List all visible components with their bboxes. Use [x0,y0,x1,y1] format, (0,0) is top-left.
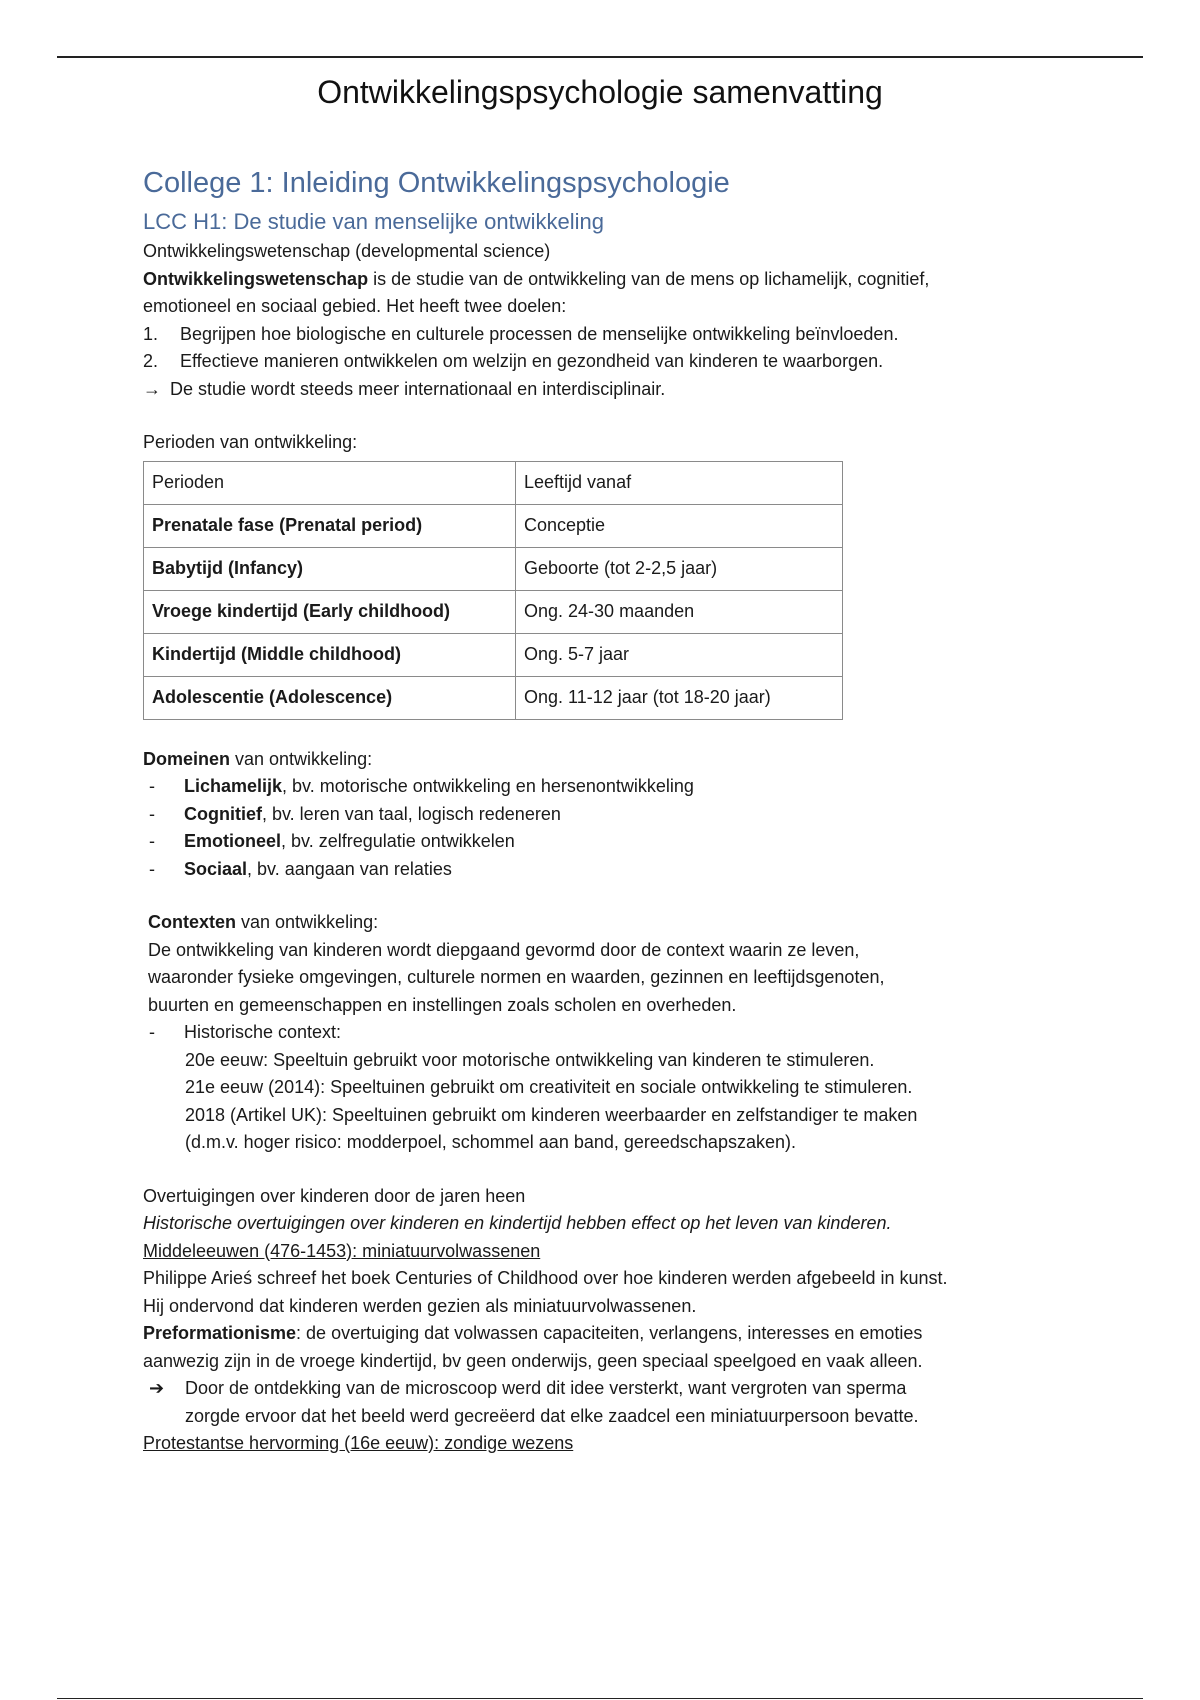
list-item [143,321,1083,349]
domains-list [143,773,1083,883]
table-cell: Adolescentie (Adolescence) [144,676,516,719]
table-cell: Ong. 5-7 jaar [516,633,843,676]
top-rule [57,56,1143,58]
historic-line: 21e eeuw (2014): Speeltuinen gebruikt om creativiteit en sociale ontwikkeling te stimuleren. [185,1077,913,1097]
table-cell: Conceptie [516,504,843,547]
historic-line: 20e eeuw: Speeltuin gebruikt voor motorische ontwikkeling van kinderen te stimuleren. [185,1049,875,1070]
list-item: - Emotioneel, bv. zelfregulatie ontwikkelen [149,831,515,851]
preformationism-definition: Preformationisme: de overtuiging dat volwassen capaciteiten, verlangens, interesses en emoties [143,1323,923,1343]
list-number: 1. [143,323,159,344]
list-item: - Sociaal, bv. aangaan van relaties [149,858,452,879]
beliefs-title: Overtuigingen over kinderen door de jaren heen [143,1185,526,1206]
table-row [144,547,843,590]
historic-line: 2018 (Artikel UK): Speeltuinen gebruikt om kinderen weerbaarder en zelfstandiger te maken [185,1104,918,1125]
science-term: Ontwikkelingswetenschap [143,268,369,289]
table-cell: Prenatale fase (Prenatal period) [144,504,516,547]
periods-label: Perioden van ontwikkeling: [143,432,358,452]
table-row [144,633,843,676]
microscope-text: Door de ontdekking van de microscoop werd dit idee versterkt, want vergroten van sperma [185,1378,907,1398]
document-body [143,165,1083,1458]
list-item: - Historische context: [149,1022,342,1042]
table-cell: Babytijd (Infancy) [144,547,516,590]
historic-line: (d.m.v. hoger risico: modderpoel, schommel aan band, gereedschapszaken). [185,1132,796,1152]
domains-label: Domeinen van ontwikkeling: [143,748,373,769]
contexts-text: waaronder fysieke omgevingen, culturele normen en waarden, gezinnen en leeftijdsgenoten, [148,967,885,987]
chapter-subheading: LCC H1: De studie van menselijke ontwikkeling [143,209,604,234]
arrow-icon: → [143,378,161,399]
document-title: Ontwikkelingspsychologie samenvatting [317,74,883,110]
bottom-rule [57,1698,1143,1699]
periods-table [143,461,843,720]
list-item: - Lichamelijk, bv. motorische ontwikkeling en hersenontwikkeling [149,776,694,796]
list-item: - Cognitief, bv. leren van taal, logisch redeneren [149,803,561,824]
microscope-note [143,1375,1083,1430]
microscope-text: zorgde ervoor dat het beeld werd gecreëerd dat elke zaadcel een miniatuurpersoon bevatte. [185,1405,919,1426]
table-header-cell: Perioden [144,461,516,504]
contexts-section [143,909,1083,1019]
science-note-text: De studie wordt steeds meer internationaal en interdisciplinair. [170,378,666,399]
table-cell: Vroege kindertijd (Early childhood) [144,590,516,633]
middle-ages-heading: Middeleeuwen (476-1453): miniatuurvolwassenen [143,1240,541,1261]
list-text: Begrijpen hoe biologische en culturele processen de menselijke ontwikkeling beïnvloeden. [180,323,899,344]
science-note [143,376,1083,404]
reformation-heading: Protestantse hervorming (16e eeuw): zondige wezens [143,1433,574,1453]
science-definition [143,266,1083,294]
table-cell: Ong. 24-30 maanden [516,590,843,633]
table-cell: Ong. 11-12 jaar (tot 18-20 jaar) [516,676,843,719]
list-number: 2. [143,351,159,371]
table-header-row [144,461,843,504]
table-row [144,504,843,547]
science-definition-line2: emotioneel en sociaal gebied. Het heeft twee doelen: [143,296,567,316]
historic-context-lines [143,1047,1083,1157]
table-row [144,590,843,633]
aries-text: Hij ondervond dat kinderen werden gezien als miniatuurvolwassenen. [143,1295,697,1316]
science-title: Ontwikkelingswetenschap (developmental science) [143,241,551,261]
table-row [144,676,843,719]
college-heading: College 1: Inleiding Ontwikkelingspsychologie [143,167,730,199]
beliefs-intro: Historische overtuigingen over kinderen en kindertijd hebben effect op het leven van kinderen. [143,1213,892,1233]
goals-list [143,321,1083,376]
contexts-text: buurten en gemeenschappen en instellingen zoals scholen en overheden. [148,994,737,1015]
list-item [143,348,1083,376]
aries-text: Philippe Arieś schreef het boek Centuries of Childhood over hoe kinderen werden afgebeeld in kunst. [143,1268,948,1288]
preformationism-line2: aanwezig zijn in de vroege kindertijd, bv geen onderwijs, geen speciaal speelgoed en vaak alleen. [143,1350,923,1371]
arrow-icon: ➔ [149,1378,165,1398]
contexts-text: De ontwikkeling van kinderen wordt diepgaand gevormd door de context waarin ze leven, [148,939,860,960]
science-def-rest: is de studie van de ontwikkeling van de mens op lichamelijk, cognitief, [368,268,930,289]
historic-context-list [143,1019,1083,1047]
table-cell: Geboorte (tot 2-2,5 jaar) [516,547,843,590]
contexts-label: Contexten van ontwikkeling: [148,912,379,932]
table-header-cell: Leeftijd vanaf [516,461,843,504]
list-text: Effectieve manieren ontwikkelen om welzijn en gezondheid van kinderen te waarborgen. [180,351,884,371]
table-cell: Kindertijd (Middle childhood) [144,633,516,676]
